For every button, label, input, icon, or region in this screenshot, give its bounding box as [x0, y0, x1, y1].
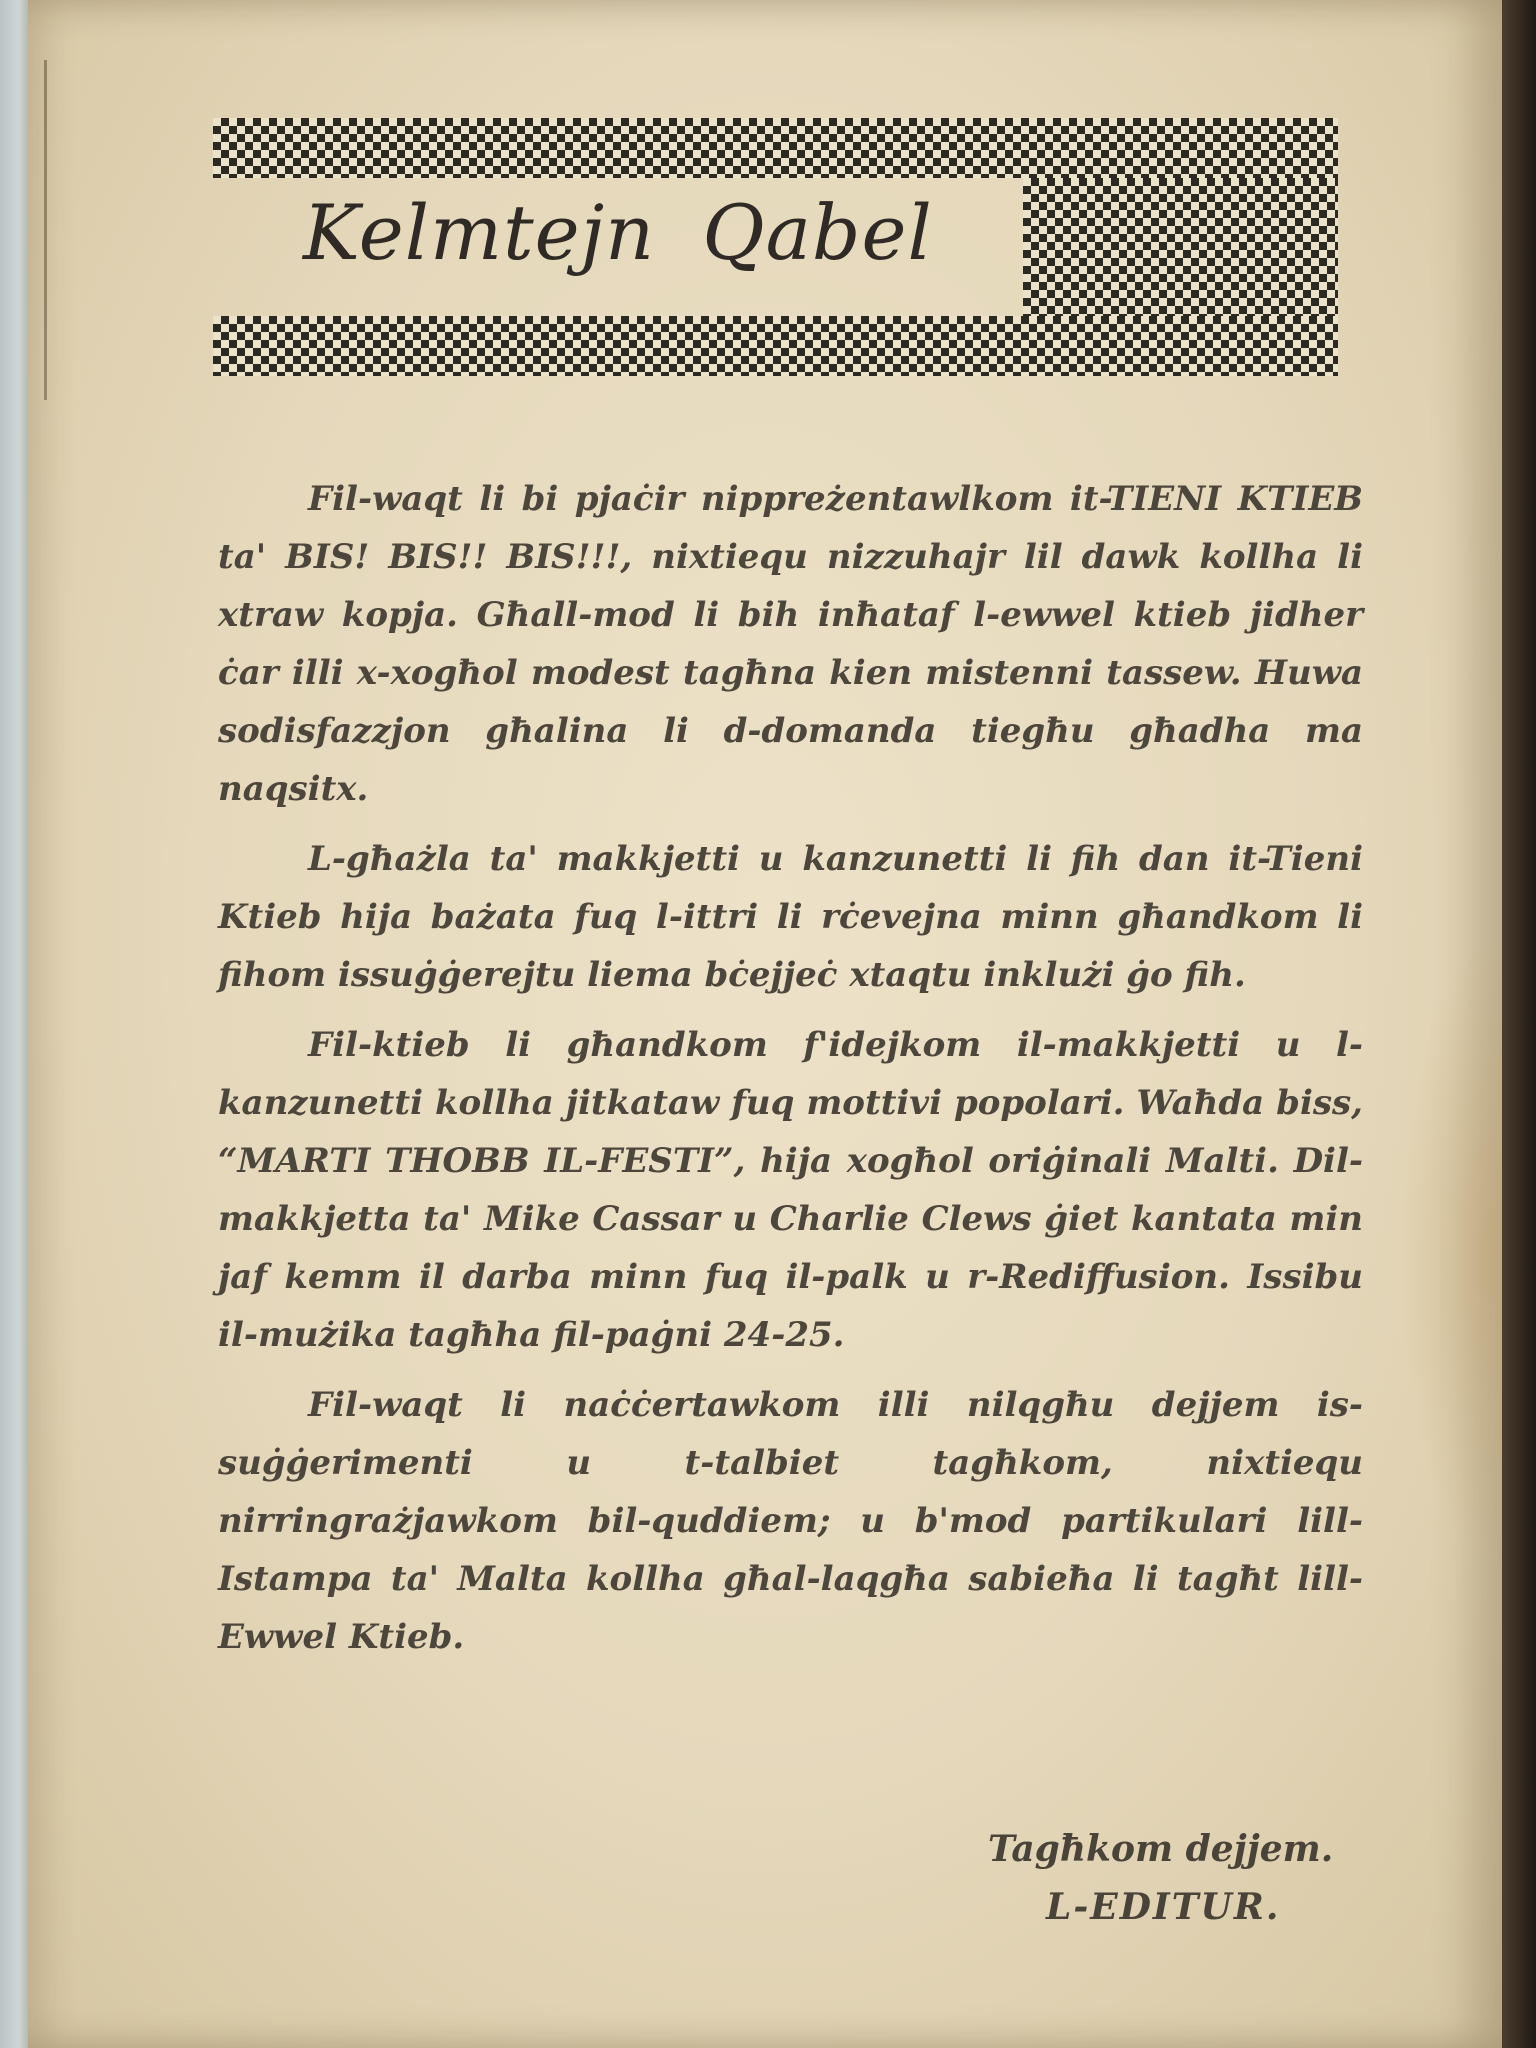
- title-banner: [213, 118, 1338, 376]
- binding-crease: [44, 60, 47, 400]
- checker-border-bottom: [213, 316, 1338, 376]
- checker-border-top: [213, 118, 1338, 178]
- page-title: Kelmtejn Qabel: [303, 188, 933, 277]
- preface-text: [218, 470, 1363, 1678]
- paragraph: Fil-waqt li bi pjaċir nippreżentawlkom it-TIENI KTIEB ta' BIS! BIS!! BIS!!!, nixtiequ nizzuhajr lil dawk kollha li xtraw kopja. Għall-mod li bih inħataf l-ewwel ktieb jidher ċar illi x-xogħol modest tagħna kien mistenni tassew. Huwa sodisfazzjon għalina li d-domanda tiegħu għadha ma naqsitx.: [218, 479, 1363, 809]
- checker-block-right: [1023, 178, 1338, 316]
- paragraph: L-għażla ta' makkjetti u kanzunetti li fih dan it-Tieni Ktieb hija bażata fuq l-ittri li rċevejna minn għandkom li fihom issuġġerejtu liema bċejjeċ xtaqtu inklużi ġo fih.: [218, 839, 1363, 995]
- paper-stain: [1398, 940, 1502, 1560]
- paragraph: Fil-ktieb li għandkom f'idejkom il-makkjetti u l-kanzunetti kollha jitkataw fuq mottivi popolari. Waħda biss, “MARTI THOBB IL-FESTI”, hija xogħol oriġinali Malti. Dil-makkjetta ta' Mike Cassar u Charlie Clews ġiet kantata min jaf kemm il darba minn fuq il-palk u r-Rediffusion. Issibu il-mużika tagħha fil-paġni 24-25.: [218, 1025, 1363, 1355]
- paragraph: Fil-waqt li naċċertawkom illi nilqgħu dejjem is-suġġerimenti u t-talbiet tagħkom, nixtiequ nirringrażjawkom bil-quddiem; u b'mod partikulari lill-Istampa ta' Malta kollha għal-laqgħa sabieħa li tagħt lill-Ewwel Ktieb.: [218, 1385, 1363, 1657]
- signature-block: [928, 1820, 1408, 1936]
- closing-line: Tagħkom dejjem.: [988, 1828, 1334, 1870]
- book-edge-right: [1502, 0, 1536, 2048]
- book-page: [28, 0, 1502, 2048]
- editor-name: L-EDITUR.: [1046, 1886, 1281, 1928]
